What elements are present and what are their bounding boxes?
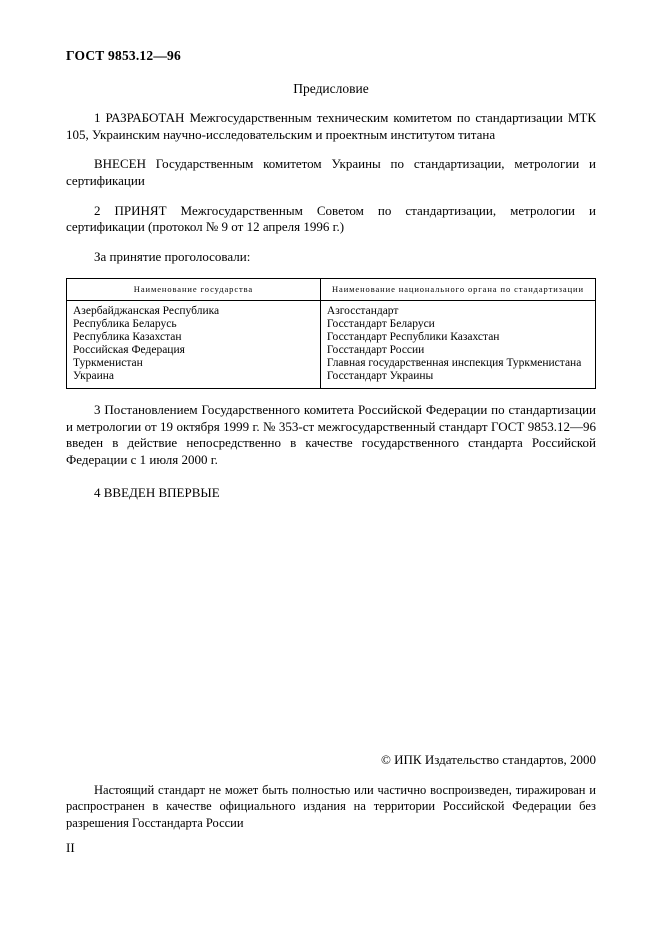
voting-intro: За принятие проголосовали: xyxy=(94,248,251,264)
para-adopted: 2 ПРИНЯТ Межгосударственным Советом по стандартизации, метрологии и сертификации (протокол № 9 от 12 апреля 1996 г.) xyxy=(66,202,596,235)
body-cell: Главная государственная инспекция Туркменистана xyxy=(326,357,582,370)
country-cell: Российская Федерация xyxy=(67,344,321,357)
table-row xyxy=(67,331,596,344)
table-row xyxy=(67,357,596,370)
col-header-body: Наименование национального органа по стандартизации xyxy=(320,279,595,301)
para-developed: 1 РАЗРАБОТАН Межгосударственным техническим комитетом по стандартизации МТК 105, Украинским научно-исследовательским и проектным институтом титана xyxy=(66,110,596,142)
voting-table xyxy=(66,278,596,389)
body-cell: Госстандарт России xyxy=(326,344,425,357)
gost-number: ГОСТ 9853.12—96 xyxy=(66,48,181,63)
body-cell: Госстандарт Республики Казахстан xyxy=(326,331,500,344)
para-submitted: ВНЕСЕН Государственным комитетом Украины по стандартизации, метрологии и сертификации xyxy=(66,156,596,188)
country-cell: Республика Казахстан xyxy=(67,331,321,344)
para-first-edition: 4 ВВЕДЕН ВПЕРВЫЕ xyxy=(94,484,220,500)
foreword-title: Предисловие xyxy=(293,81,369,96)
col-header-country: Наименование государства xyxy=(67,279,321,301)
country-cell: Республика Беларусь xyxy=(67,318,321,331)
table-row xyxy=(67,318,596,331)
table-row xyxy=(67,370,596,388)
country-cell: Украина xyxy=(67,370,321,388)
page-number: II xyxy=(66,840,75,855)
para-resolution: 3 Постановлением Государственного комитета Российской Федерации по стандартизации и метрологии от 19 октября 1999 г. № 353-ст межгосударственный стандарт ГОСТ 9853.12—96 введен в действие непосредственно в качестве государственного стандарта Российской Федерации с 1 июля 2000 г. xyxy=(66,402,596,467)
table-row xyxy=(67,301,596,318)
copyright-line: © ИПК Издательство стандартов, 2000 xyxy=(381,752,596,767)
table-row xyxy=(67,344,596,357)
body-cell: Азгосстандарт xyxy=(326,305,399,318)
country-cell: Азербайджанская Республика xyxy=(67,301,321,318)
country-cell: Туркменистан xyxy=(67,357,321,370)
body-cell: Госстандарт Украины xyxy=(326,370,434,383)
reproduction-note: Настоящий стандарт не может быть полностью или частично воспроизведен, тиражирован и распространен в качестве официального издания на территории Российской Федерации без разрешения Госстандарта России xyxy=(66,783,596,830)
footer-block xyxy=(66,752,596,831)
body-cell: Госстандарт Беларуси xyxy=(326,318,435,331)
table-header-row xyxy=(67,279,596,301)
